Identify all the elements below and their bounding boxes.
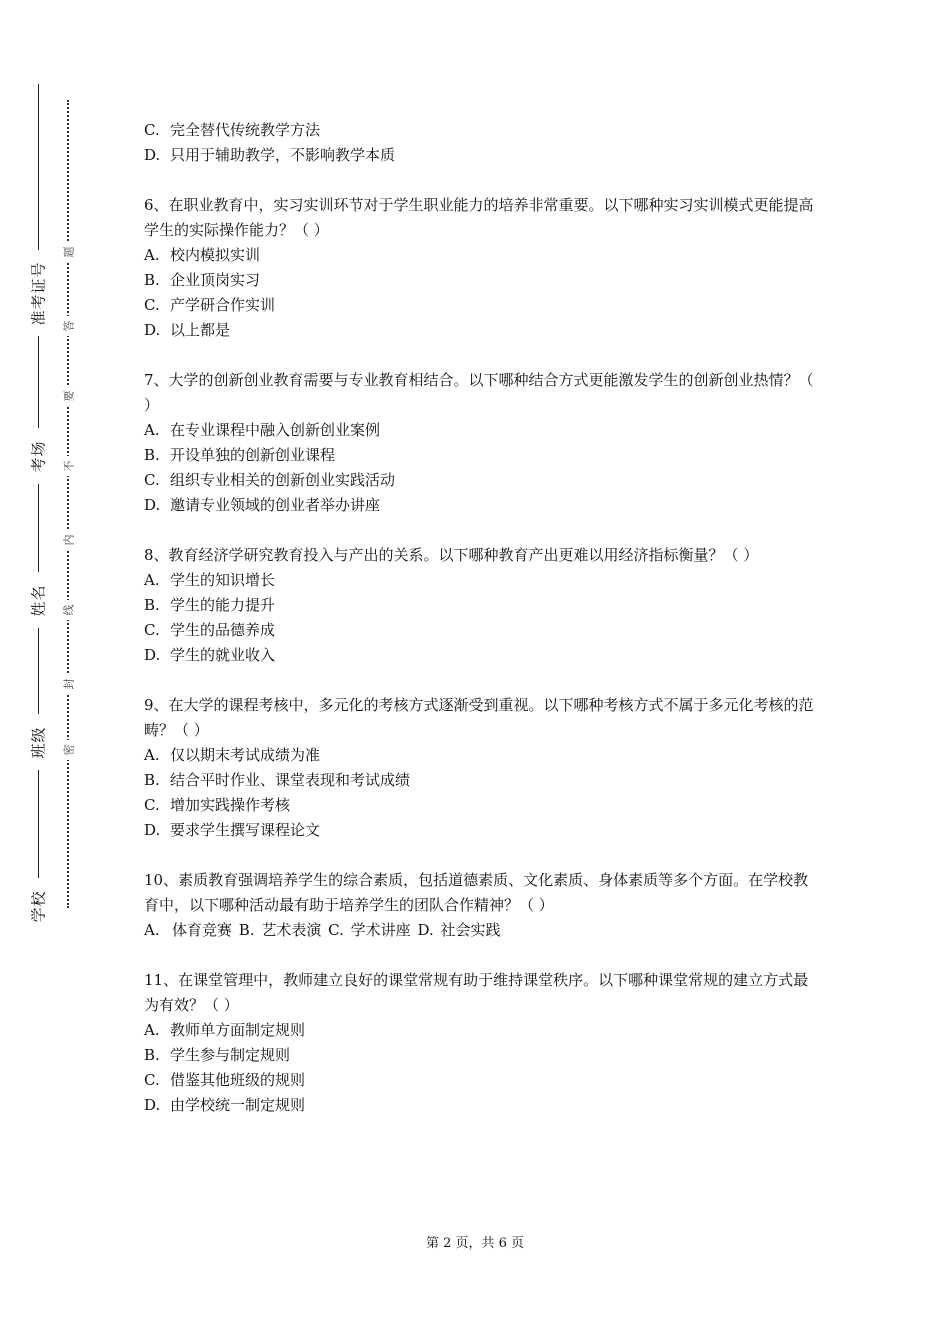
option: D. 只用于辅助教学，不影响教学本质 xyxy=(144,146,396,164)
continued-options xyxy=(144,118,816,168)
option: A. 在专业课程中融入创新创业案例 xyxy=(144,421,381,439)
binding-dotted-line xyxy=(67,100,69,908)
question-stem: 8、教育经济学研究教育投入与产出的关系。以下哪种教育产出更难以用经济指标衡量？（ ） xyxy=(144,546,759,564)
question-11 xyxy=(144,968,816,1118)
option: D. 要求学生撰写课程论文 xyxy=(144,821,321,839)
option: D. 邀请专业领域的创业者举办讲座 xyxy=(144,496,381,514)
field-ticket-number: 准考证号 xyxy=(22,250,54,336)
exam-content xyxy=(144,118,816,1118)
seal-char: 不 xyxy=(58,456,78,476)
seal-char: 要 xyxy=(58,386,78,406)
field-class: 班级 xyxy=(22,714,54,770)
question-stem: 7、大学的创新创业教育需要与专业教育相结合。以下哪种结合方式更能激发学生的创新创业热情？（ ） xyxy=(144,371,814,414)
option: C. 产学研合作实训 xyxy=(144,296,276,314)
option: C. 完全替代传统教学方法 xyxy=(144,121,321,139)
binding-margin xyxy=(0,0,90,1344)
field-name: 姓名 xyxy=(22,572,54,628)
option: C. 学生的品德养成 xyxy=(144,621,276,639)
question-6 xyxy=(144,193,816,343)
option: B. 结合平时作业、课堂表现和考试成绩 xyxy=(144,771,411,789)
question-9 xyxy=(144,693,816,843)
option: B. 学生的能力提升 xyxy=(144,596,276,614)
binding-solid-line xyxy=(38,84,39,926)
page-footer: 第 2 页，共 6 页 xyxy=(425,1236,525,1251)
option: A. 仅以期末考试成绩为准 xyxy=(144,746,321,764)
question-stem: 9、在大学的课程考核中，多元化的考核方式逐渐受到重视。以下哪种考核方式不属于多元化考核的范畴？（ ） xyxy=(144,696,814,739)
question-stem: 10、素质教育强调培养学生的综合素质，包括道德素质、文化素质、身体素质等多个方面。在学校教育中，以下哪种活动最有助于培养学生的团队合作精神？（ ） xyxy=(144,871,809,914)
field-school: 学校 xyxy=(22,878,54,934)
option: C. 借鉴其他班级的规则 xyxy=(144,1071,306,1089)
seal-char: 答 xyxy=(58,316,78,336)
question-10 xyxy=(144,868,816,943)
seal-char: 封 xyxy=(58,674,78,694)
question-stem: 6、在职业教育中，实习实训环节对于学生职业能力的培养非常重要。以下哪种实习实训模式更能提高学生的实际操作能力？（ ） xyxy=(144,196,814,239)
option: B. 学生参与制定规则 xyxy=(144,1046,291,1064)
question-stem: 11、在课堂管理中，教师建立良好的课堂常规有助于维持课堂秩序。以下哪种课堂常规的建立方式最为有效？（ ） xyxy=(144,971,809,1014)
option: C. 增加实践操作考核 xyxy=(144,796,291,814)
options-inline: A. 体育竞赛 B. 艺术表演 C. 学术讲座 D. 社会实践 xyxy=(144,921,501,939)
option: D. 以上都是 xyxy=(144,321,231,339)
seal-char: 内 xyxy=(58,530,78,550)
option: D. 由学校统一制定规则 xyxy=(144,1096,306,1114)
option: B. 企业顶岗实习 xyxy=(144,271,261,289)
option: B. 开设单独的创新创业课程 xyxy=(144,446,336,464)
option: A. 校内模拟实训 xyxy=(144,246,261,264)
option: A. 教师单方面制定规则 xyxy=(144,1021,306,1039)
seal-char: 密 xyxy=(58,740,78,760)
question-8 xyxy=(144,543,816,668)
seal-char: 题 xyxy=(58,242,78,262)
option: D. 学生的就业收入 xyxy=(144,646,276,664)
question-7 xyxy=(144,368,816,518)
option: C. 组织专业相关的创新创业实践活动 xyxy=(144,471,396,489)
seal-char: 线 xyxy=(58,600,78,620)
option: A. 学生的知识增长 xyxy=(144,571,276,589)
field-exam-room: 考场 xyxy=(22,428,54,484)
